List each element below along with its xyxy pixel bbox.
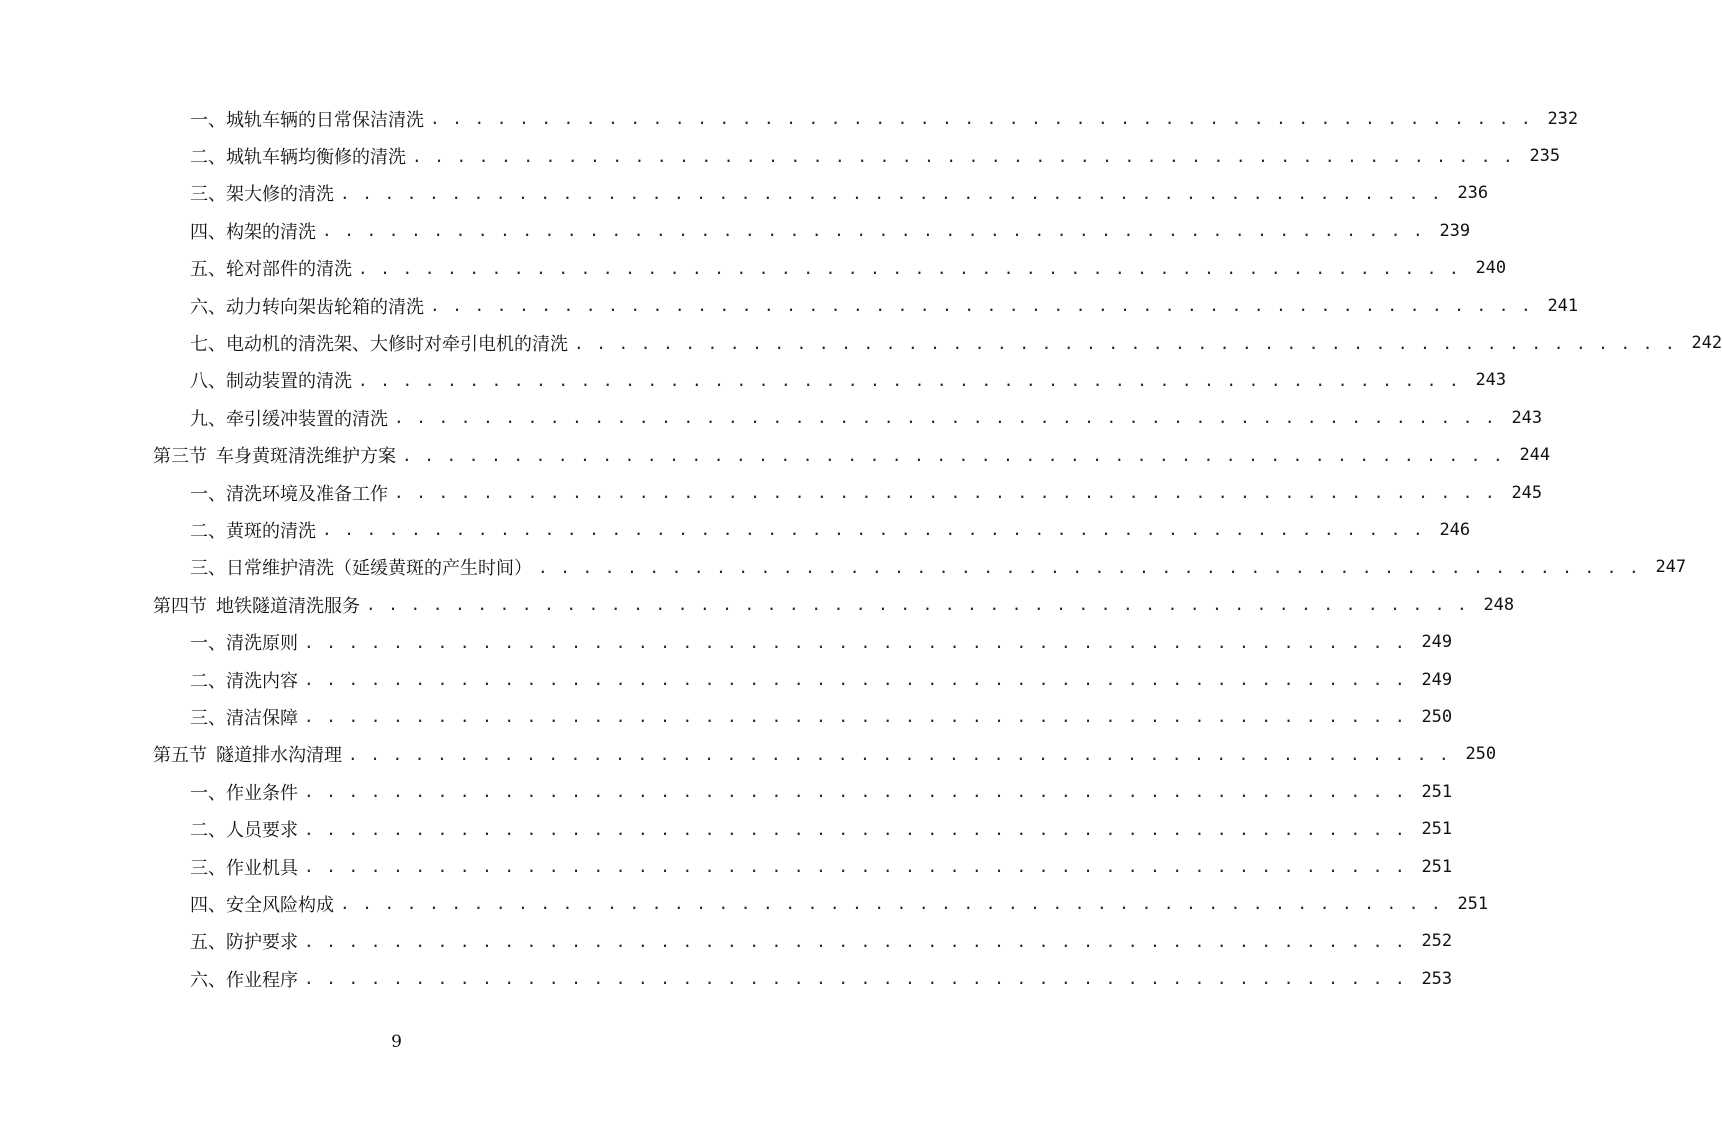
toc-entry-number: 一、 [190,109,226,131]
dot-leader: . . . . . . . . . . . . . . . . . . . . . . . . . . . . . . . . . . . . . . . . . . . . . . . . . . [304,819,1407,839]
dot-leader: . . . . . . . . . . . . . . . . . . . . . . . . . . . . . . . . . . . . . . . . . . . . . . . . . . [340,183,1443,203]
toc-entry-number: 六、 [190,969,226,991]
toc-entry-title: 清洗原则 [226,633,298,655]
toc-entry-number: 七、 [190,334,226,356]
dot-leader: . . . . . . . . . . . . . . . . . . . . . . . . . . . . . . . . . . . . . . . . . . . . . . . . . . [366,595,1469,615]
toc-entry-title: 防护要求 [226,932,298,954]
toc-subsection-entry[interactable] [0,810,1453,847]
toc-subsection-entry[interactable] [0,324,1722,361]
toc-entry-title: 车身黄斑清洗维护方案 [216,446,396,468]
toc-subsection-entry[interactable] [0,549,1687,586]
toc-entry-title: 清洗内容 [226,670,298,692]
dot-leader: . . . . . . . . . . . . . . . . . . . . . . . . . . . . . . . . . . . . . . . . . . . . . . . . . . [430,109,1533,129]
toc-entry-page: 248 [1483,594,1515,615]
dot-leader: . . . . . . . . . . . . . . . . . . . . . . . . . . . . . . . . . . . . . . . . . . . . . . . . . . [304,707,1407,727]
toc-section-entry[interactable] [0,736,1497,773]
toc-entry-title: 城轨车辆的日常保洁清洗 [226,109,424,131]
dot-leader: . . . . . . . . . . . . . . . . . . . . . . . . . . . . . . . . . . . . . . . . . . . . . . . . . . [304,632,1407,652]
toc-entry-title: 安全风险构成 [226,894,334,916]
dot-leader: . . . . . . . . . . . . . . . . . . . . . . . . . . . . . . . . . . . . . . . . . . . . . . . . . . [358,370,1461,390]
toc-entry-title: 制动装置的清洗 [226,371,352,393]
toc-entry-title: 作业程序 [226,969,298,991]
toc-entry-title: 动力转向架齿轮箱的清洗 [226,296,424,318]
toc-entry-number: 二、 [190,820,226,842]
dot-leader: . . . . . . . . . . . . . . . . . . . . . . . . . . . . . . . . . . . . . . . . . . . . . . . . . . [304,969,1407,989]
toc-entry-number: 五、 [190,932,226,954]
toc-section-entry[interactable] [0,437,1551,474]
toc-entry-number: 三、 [190,558,226,580]
toc-entry-number: 二、 [190,520,226,542]
toc-entry-page: 247 [1655,557,1687,578]
toc-entry-number: 四、 [190,221,226,243]
toc-subsection-entry[interactable] [0,175,1489,212]
dot-leader: . . . . . . . . . . . . . . . . . . . . . . . . . . . . . . . . . . . . . . . . . . . . . . . . . . [402,445,1505,465]
dot-leader: . . . . . . . . . . . . . . . . . . . . . . . . . . . . . . . . . . . . . . . . . . . . . . . . . . [304,931,1407,951]
toc-subsection-entry[interactable] [0,773,1453,810]
page-number: 9 [391,1032,402,1052]
toc-entry-number: 二、 [190,670,226,692]
toc-entry-title: 电动机的清洗架、大修时对牵引电机的清洗 [226,334,568,356]
toc-subsection-entry[interactable] [0,698,1453,735]
toc-subsection-entry[interactable] [0,623,1453,660]
toc-entry-page: 243 [1475,370,1507,391]
toc-subsection-entry[interactable] [0,362,1507,399]
dot-leader: . . . . . . . . . . . . . . . . . . . . . . . . . . . . . . . . . . . . . . . . . . . . . . . . . . [304,670,1407,690]
toc-entry-number: 四、 [190,894,226,916]
dot-leader: . . . . . . . . . . . . . . . . . . . . . . . . . . . . . . . . . . . . . . . . . . . . . . . . . . [304,857,1407,876]
toc-entry-number: 二、 [190,147,226,169]
toc-entry-page: 245 [1511,482,1543,503]
toc-entry-number: 八、 [190,371,226,393]
dot-leader: . . . . . . . . . . . . . . . . . . . . . . . . . . . . . . . . . . . . . . . . . . . . . . . . . . [322,520,1425,540]
toc-entry-title: 清洗环境及准备工作 [226,483,388,505]
toc-entry-number: 三、 [190,857,226,879]
dot-leader: . . . . . . . . . . . . . . . . . . . . . . . . . . . . . . . . . . . . . . . . . . . . . . . . . . [340,894,1443,914]
toc-entry-page: 241 [1547,295,1579,316]
toc-subsection-entry[interactable] [0,137,1561,174]
toc-entry-title: 人员要求 [226,820,298,842]
toc-entry-page: 246 [1439,519,1471,540]
toc-entry-title: 牵引缓冲装置的清洗 [226,408,388,430]
toc-entry-title: 日常维护清洗（延缓黄斑的产生时间） [226,558,532,580]
toc-entry-number: 一、 [190,633,226,655]
toc-subsection-entry[interactable] [0,661,1453,698]
toc-entry-number: 一、 [190,782,226,804]
toc-subsection-entry[interactable] [0,399,1543,436]
dot-leader: . . . . . . . . . . . . . . . . . . . . . . . . . . . . . . . . . . . . . . . . . . . . . . . . . . [348,744,1451,764]
toc-subsection-entry[interactable] [0,100,1579,137]
toc-entry-title: 架大修的清洗 [226,184,334,206]
toc-entry-page: 235 [1529,146,1561,167]
toc-entry-page: 232 [1547,108,1579,129]
toc-entry-page: 242 [1691,333,1722,354]
toc-entry-title: 轮对部件的清洗 [226,259,352,281]
toc-subsection-entry[interactable] [0,885,1489,922]
toc-entry-title: 城轨车辆均衡修的清洗 [226,147,406,169]
toc-entry-number: 五、 [190,259,226,281]
toc-entry-title: 作业条件 [226,782,298,804]
toc-entry-title: 清洁保障 [226,707,298,729]
toc-subsection-entry[interactable] [0,511,1471,548]
toc-entry-number: 三、 [190,707,226,729]
toc-entry-number: 第五节 [153,745,207,767]
toc-entry-page: 251 [1457,893,1489,914]
toc-entry-title: 构架的清洗 [226,221,316,243]
toc-subsection-entry[interactable] [0,287,1579,324]
toc-entry-page: 239 [1439,220,1471,241]
toc-entry-page: 251 [1421,819,1453,840]
toc-entry-number: 三、 [190,184,226,206]
toc-entry-title: 地铁隧道清洗服务 [216,595,360,617]
toc-entry-page: 251 [1421,781,1453,802]
toc-entry-number: 第四节 [153,595,207,617]
toc-section-entry[interactable] [0,586,1515,623]
toc-entry-page: 243 [1511,407,1543,428]
dot-leader: . . . . . . . . . . . . . . . . . . . . . . . . . . . . . . . . . . . . . . . . . . . . . . . . . . [322,221,1425,241]
toc-entry-page: 236 [1457,183,1489,204]
dot-leader: . . . . . . . . . . . . . . . . . . . . . . . . . . . . . . . . . . . . . . . . . . . . . . . . . . [574,333,1677,353]
dot-leader: . . . . . . . . . . . . . . . . . . . . . . . . . . . . . . . . . . . . . . . . . . . . . . . . . . [358,258,1461,278]
toc-entry-number: 一、 [190,483,226,505]
dot-leader: . . . . . . . . . . . . . . . . . . . . . . . . . . . . . . . . . . . . . . . . . . . . . . . . . . [538,557,1641,577]
toc-subsection-entry[interactable] [0,960,1453,997]
toc-entry-title: 黄斑的清洗 [226,520,316,542]
toc-entry-page: 249 [1421,632,1453,653]
toc-entry-title: 作业机具 [226,857,298,879]
table-of-contents [0,100,1722,997]
dot-leader: . . . . . . . . . . . . . . . . . . . . . . . . . . . . . . . . . . . . . . . . . . . . . . . . . . [394,483,1497,503]
toc-subsection-entry[interactable] [0,250,1507,287]
toc-subsection-entry[interactable] [0,923,1453,960]
dot-leader: . . . . . . . . . . . . . . . . . . . . . . . . . . . . . . . . . . . . . . . . . . . . . . . . . . [412,146,1515,166]
toc-entry-page: 253 [1421,968,1453,989]
toc-entry-page: 250 [1465,744,1497,765]
toc-entry-number: 九、 [190,408,226,430]
toc-entry-page: 251 [1421,856,1453,877]
toc-entry-page: 250 [1421,706,1453,727]
toc-entry-page: 249 [1421,669,1453,690]
toc-subsection-entry[interactable] [0,848,1453,885]
toc-entry-page: 240 [1475,258,1507,279]
toc-subsection-entry[interactable] [0,212,1471,249]
toc-subsection-entry[interactable] [0,474,1543,511]
dot-leader: . . . . . . . . . . . . . . . . . . . . . . . . . . . . . . . . . . . . . . . . . . . . . . . . . . [304,782,1407,802]
toc-entry-page: 244 [1519,445,1551,466]
toc-entry-page: 252 [1421,931,1453,952]
toc-entry-number: 六、 [190,296,226,318]
dot-leader: . . . . . . . . . . . . . . . . . . . . . . . . . . . . . . . . . . . . . . . . . . . . . . . . . . [394,408,1497,428]
toc-entry-number: 第三节 [153,446,207,468]
toc-entry-title: 隧道排水沟清理 [216,745,342,767]
dot-leader: . . . . . . . . . . . . . . . . . . . . . . . . . . . . . . . . . . . . . . . . . . . . . . . . . . [430,296,1533,316]
